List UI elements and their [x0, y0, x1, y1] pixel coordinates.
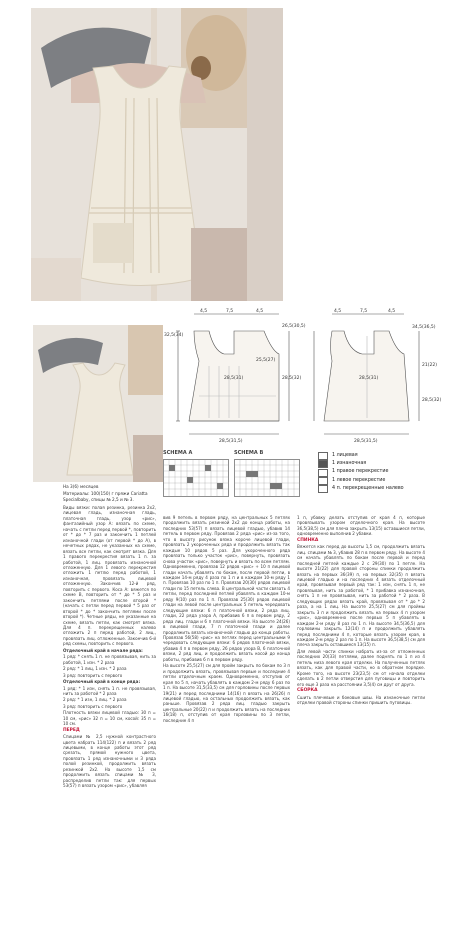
stitch-legend [318, 452, 404, 493]
legend-row: 1 изнаночная [318, 460, 404, 468]
diagram-left-bottom: 28,5(31,5) [219, 439, 243, 444]
diagram-right-measure-2: 28,5(31) [359, 376, 379, 381]
dress-photo [31, 8, 247, 301]
diagram-left-measure-2: 25,5(27) [256, 358, 276, 363]
diagram-right-measure-0: 34,5(36,5) [412, 325, 436, 330]
schema-b-label: SCHEMA B [234, 450, 264, 456]
schema-a-chart [163, 459, 229, 497]
diagram-right-bottom: 28,5(31,5) [354, 439, 378, 444]
legend-row: 1 правое перекрестие [318, 468, 404, 476]
diagram-left-measure-1: 28,5(32) [282, 376, 302, 381]
schema-a-label: SCHEMA A [163, 450, 193, 456]
dress-photo-small [33, 325, 163, 482]
heading-spinka: СПИНКА [297, 537, 319, 543]
heading-pered: ПЕРЕД [63, 727, 80, 733]
legend-row: 4 п. перекрещенные налево [318, 485, 404, 493]
diagram-left-measure-3: 28,5(31) [224, 376, 244, 381]
schema-b-chart [234, 459, 300, 497]
size-caption: На 3(6) месяцев [63, 484, 99, 489]
pattern-diagram [164, 306, 454, 446]
legend-row: 1 левое перекрестие [318, 477, 404, 485]
diagram-left-top-c: 4,5 [256, 309, 264, 314]
heading-sborka: СБОРКА [297, 688, 318, 694]
text-column-2: вив 9 петель в первом ряду, на центральных 5 петлях продолжить вязать резинкой 2x2 до конца работы, на последних 53(57) п вязать лицевой гладью, убавив 14 петель в первом ряду. Провязав 2 ряда «рис» из-за того, что в высоту рисунок вязка короче лицевой глади, провязать 2 укороченных ряда и продолжить вязать так каждые 10 рядов 5 раз. Для укороченного ряда провязать только участок «рис», повернуть, провязать снова участок «рис», повернуть и вязать по всем петлям. Одновременно, провязав 12 рядов «рис» + 10 п лицевой глади начать убавлять по бокам, после первой петли, в каждом 14-м ряду 4 раза по 1 п и в каждом 10-м ряду 1 п. Провязав 10 раз по 1 п. Провязав 20(30) рядов лицевой глади по 15 петель слева. В центральной части связать 4 петли, перед последней петлей убавлять в каждом 10-м ряду 9(10) раз по 1 п. Провязав 25(30) рядов лицевой глади на левой после центральных 5 петель чередовать следующие вязки: 6 п платочной вязки, 2 ряда лиц. глади, 22 ряда узора А, прибавив 6 п в первом ряду, 2 ряда лиц. глади и 6 п платочной вязки. На высоте 24(26) в лицевой глади, 7 п платочной глади и далее продолжить вязать изнаночной гладью до конца работы. Провязав 56(58) «рис» на петлях перед центральными 9 чередовать следующие вязки: 6 рядов платочной вязки, убавив 4 п в первом ряду, 26 рядов узора В, 6 платочной вязки, 2 ряд лиц. и продолжить вязать косой до конца работы, прибавив 6 п в первом ряду. На высоте 25,5(27) см для пройм закрыть по бокам по 3 п и продолжить вязать, провязывая первые и последние 4 петли отделочным краем. Одновременно, отступив от края по 5 п, начать убавлять в каждом 2-м ряду 6 раз по 1 п. На высоте 31,5(33,5) см для горловины после первых 19(21) и перед последними 14(16) п вязать на 26(26) п лицевой гладью, на остальных продолжить вязать, как раньше. Провязав 2 ряда лиц. гладью закрыть центральные 20(22) п и продолжить вязать на последних 16(18) п, отступив от края горловины по 3 петли, последние 4 п [163, 515, 290, 723]
diagram-left-measure-4: 32,5(34) [164, 333, 184, 338]
text-column-1: Виды вязки: полая резинка, резинка 2x2, лицевая гладь, изнаночная гладь, платочная гладь, узор «рис», фантазийный узор А: вязать по схеме, начать с петли перед первой *, повторить от * до * 7 раз и закончить 1 петлей изнаночной глади (от первой * до А), в нечетных рядах, не указанных на схеме, вязать все петли, как смотрят вязка. Для 1 правого перекрестия вязать 1 п. за работой, 1 лиц. провязать изнаночной отложенную. Для 1 левого перекрестия отложить 1 петлю перед работой, 1 изнаночная, провязать лицевой отложенную. Закончив 12-й ряд, повторить с первого. Коса А: вяжется по схеме В, повторить от * до * 5 раз и закончить петлями после второй * (начать с петли перед первой * 5 раз от второй * до * закончить петлями после второй *). Четные ряды, не указанные на схеме, вязать петли, как смотрят вязка. Для 4 п. перекрещенных налево отложить 2 п перед работой, 2 лиц., провязать лиц. отложенные. Закончив 6-й ряд схемы, повторить с первого. Отделочный край в начале ряда: 1 ряд: * снять 1 п. не провязывая, нить за работой, 1 изн. * 2 раза 2 ряд: * 1 лиц, 1 изн. * 2 раза 3 ряд: повторить с первого Отделочный край в конце ряда: 1 ряд: * 1 изн, снять 1 п. не провязывая, нить за работой * 2 раза 2 ряд: * 1 изн, 1 лиц. * 2 раза 3 ряд: повторить с первого Плотность вязки лицевой гладью: 30 п = 10 см, «рис» 32 п = 10 см, косой: 35 п = 10 см. ПЕРЕД Спицами № 2,5 нужной контрастного цвета набрать 114(122) п и вязать 2 ряд лицевыми, в конце работы этот ряд срезать, прямой нужного цвета, провязать 1 ряд изнаночными и 3 ряда полой резинкой, продолжить вязать резинкой 2x2. На высоте 1,5 см продолжить вязать спицами № 3, распределив петли так: для первых 53(57) п вязать узором «рис», убавляя [63, 505, 156, 789]
diagram-left-measure-0: 26,5(30,5) [282, 324, 306, 329]
text-column-3: 1 п, убавку делать отступив от края 4 п, которые провязывать узором отделочного края. На высоте 36,5(38,5) см для плеча закрыть 13(15) оставшиеся петли, одновременно выполнив 2 убавки. СПИНКА Вяжется как перед до высоты 1,5 см, продолжить вязать лиц. спицами № 3, убавив 28 п в первом ряду. На высоте 4 см начать убавлять по бокам после первой и перед последней петлей каждые 2 с 29(30) по 1 петле. На высоте 21(22) для правой стороны спинки продолжить вязать на первых 36(39) п, на первых 32(35) п вязать лицевой гладью и на последних 4 вязать отделочный край, провязывая первый ряд так: 1 изн, снять 1 п, не провязывая, нить за работой, * 1 прибавка изнаночная, снять 1 п не провязывая, нить за работой * 2 раза. В следующих рядах вязать край, провязывая от * до * 2 раза, а на 1 лиц. На высоте 25,5(27) см для проймы закрыть 3 п и продолжить вязать на первых 4 п узором «рис», одновременно после первых 5 п убавлять в каждом 2-м ряду 8 раз по 1 п. На высоте 34,5(36,5) для горловины закрыть 12(14) п и продолжить убавлять перед последними 4 п, которые вязать узором края, в каждом 2-м ряду 2 раз по 1 п. На высоте 36,5(38,5) см для плеча закрыть оставшиеся 13(15) п. Для левой части спинки набрать из-за от отложенных последних 20(33) петлями, далее поднять по 1 п из 4 петель низа левого края отделки. На полученных петлях вязать, как для правой части, но в обратном порядке. Кроме того, на высоте 23(23,5) см от начала отделки сделать в 2 петли отверстия для пуговицы и повторить его еще 3 раза на расстоянии 3,5(4) см друг от друга. СБОРКА Сшить плечевые и боковые швы. На изнаночные петли отделки правой стороны спинки пришить пуговицы. [297, 515, 425, 705]
diagram-right-top-b: 7,5 [360, 309, 368, 314]
photo-side-strip [247, 8, 283, 301]
diagram-right-top-c: 4,5 [388, 309, 396, 314]
materials-caption: Материалы: 100(150) г пряжи Cariatta Specialbaby, спицы № 2,5 и № 3. [63, 491, 148, 502]
diagram-left-top-b: 7,5 [226, 309, 234, 314]
diagram-right-measure-3: 28,5(32) [422, 398, 442, 403]
diagram-right-top-a: 4,5 [334, 309, 342, 314]
legend-row: 1 лицевая [318, 452, 404, 460]
diagram-right-measure-1: 21(22) [422, 363, 437, 368]
diagram-left-top-a: 4,5 [200, 309, 208, 314]
